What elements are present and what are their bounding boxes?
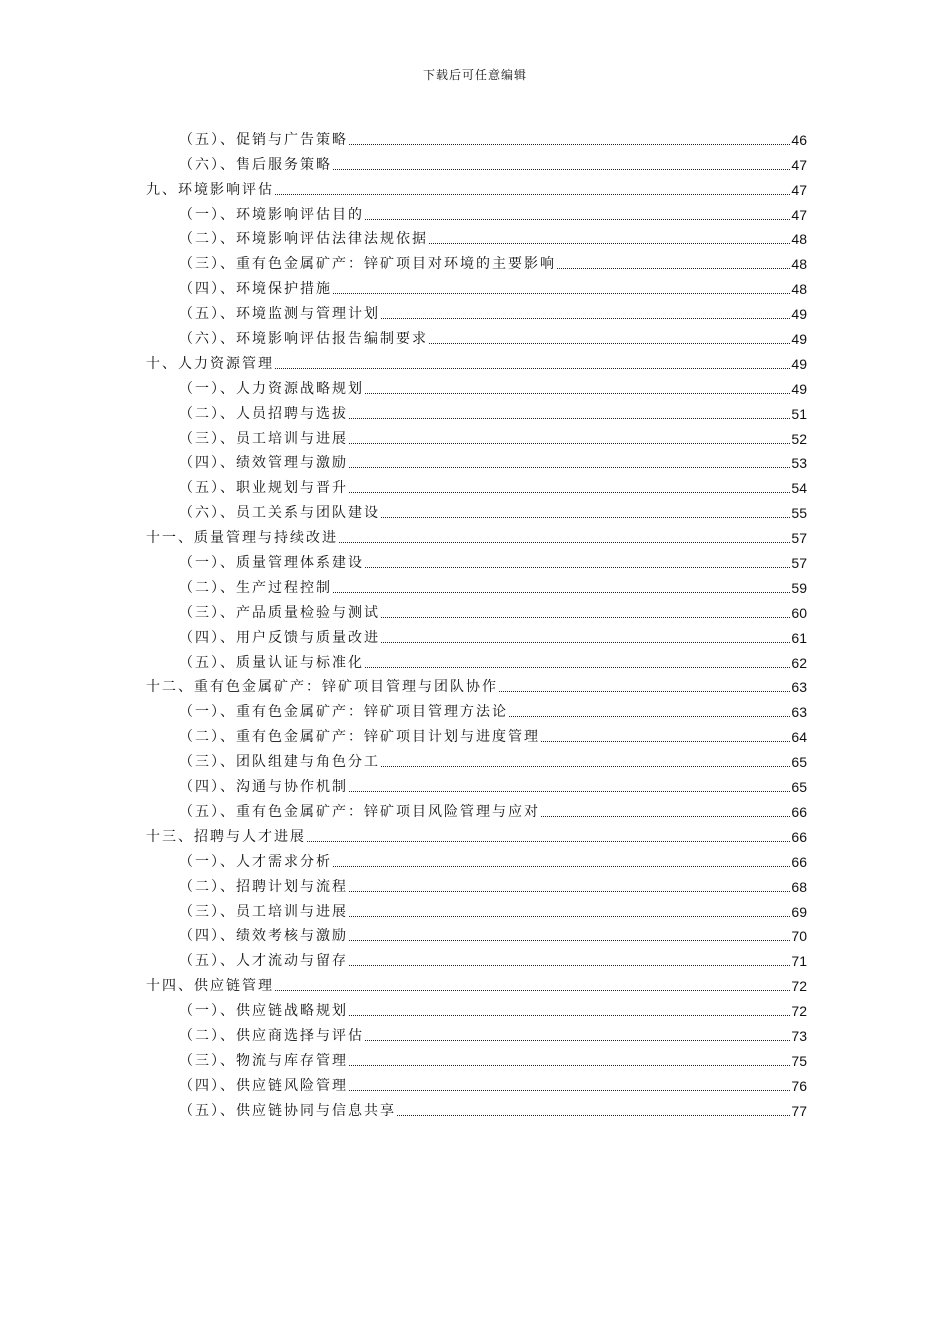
toc-entry-title: （二）、环境影响评估法律法规依据 xyxy=(179,231,428,248)
toc-page-number: 66 xyxy=(791,803,807,820)
toc-section-entry[interactable] xyxy=(146,473,807,498)
table-of-contents xyxy=(146,125,807,1121)
toc-dot-leader xyxy=(381,318,790,319)
toc-page-number: 54 xyxy=(791,480,807,497)
toc-page-number: 61 xyxy=(791,629,807,646)
toc-dot-leader xyxy=(349,1015,790,1016)
toc-entry-title: （一）、人才需求分析 xyxy=(179,853,332,870)
toc-page-number: 59 xyxy=(791,579,807,596)
toc-dot-leader xyxy=(381,642,790,643)
toc-dot-leader xyxy=(275,368,790,369)
toc-entry-title: （一）、供应链战略规划 xyxy=(179,1003,348,1020)
toc-dot-leader xyxy=(541,741,790,742)
toc-dot-leader xyxy=(365,219,790,220)
toc-page-number: 48 xyxy=(791,231,807,248)
toc-dot-leader xyxy=(349,144,790,145)
toc-entry-title: （四）、环境保护措施 xyxy=(179,281,332,298)
toc-page-number: 69 xyxy=(791,903,807,920)
toc-dot-leader xyxy=(349,940,790,941)
toc-section-entry[interactable] xyxy=(146,324,807,349)
toc-entry-title: （五）、质量认证与标准化 xyxy=(179,654,364,671)
toc-entry-title: （三）、物流与库存管理 xyxy=(179,1052,348,1069)
toc-page-number: 73 xyxy=(791,1027,807,1044)
toc-dot-leader xyxy=(365,567,790,568)
toc-page-number: 49 xyxy=(791,355,807,372)
toc-dot-leader xyxy=(349,467,790,468)
toc-section-entry[interactable] xyxy=(146,374,807,399)
toc-section-entry[interactable] xyxy=(146,648,807,673)
toc-entry-title: 十二、重有色金属矿产：锌矿项目管理与团队协作 xyxy=(146,679,498,696)
toc-section-entry[interactable] xyxy=(146,274,807,299)
toc-dot-leader xyxy=(333,592,790,593)
toc-entry-title: （四）、绩效考核与激励 xyxy=(179,928,348,945)
toc-dot-leader xyxy=(365,667,790,668)
toc-chapter-entry[interactable] xyxy=(146,673,807,698)
toc-dot-leader xyxy=(499,691,790,692)
toc-page-number: 71 xyxy=(791,953,807,970)
toc-section-entry[interactable] xyxy=(146,797,807,822)
toc-section-entry[interactable] xyxy=(146,598,807,623)
toc-entry-title: （三）、团队组建与角色分工 xyxy=(179,754,380,771)
toc-section-entry[interactable] xyxy=(146,872,807,897)
toc-section-entry[interactable] xyxy=(146,548,807,573)
toc-entry-title: （五）、职业规划与晋升 xyxy=(179,480,348,497)
toc-section-entry[interactable] xyxy=(146,573,807,598)
toc-page-number: 49 xyxy=(791,331,807,348)
toc-page-number: 48 xyxy=(791,281,807,298)
toc-entry-title: （一）、质量管理体系建设 xyxy=(179,555,364,572)
toc-section-entry[interactable] xyxy=(146,623,807,648)
toc-page-number: 49 xyxy=(791,306,807,323)
toc-page-number: 63 xyxy=(791,704,807,721)
toc-dot-leader xyxy=(429,243,790,244)
toc-page-number: 46 xyxy=(791,131,807,148)
toc-page-number: 55 xyxy=(791,505,807,522)
toc-entry-title: （六）、员工关系与团队建设 xyxy=(179,505,380,522)
toc-page-number: 65 xyxy=(791,779,807,796)
toc-section-entry[interactable] xyxy=(146,946,807,971)
toc-dot-leader xyxy=(349,1090,790,1091)
toc-page-number: 66 xyxy=(791,828,807,845)
toc-dot-leader xyxy=(275,990,790,991)
toc-chapter-entry[interactable] xyxy=(146,523,807,548)
toc-section-entry[interactable] xyxy=(146,847,807,872)
toc-entry-title: 十一、质量管理与持续改进 xyxy=(146,530,338,547)
toc-page-number: 52 xyxy=(791,430,807,447)
toc-dot-leader xyxy=(333,169,790,170)
toc-entry-title: （五）、促销与广告策略 xyxy=(179,131,348,148)
toc-section-entry[interactable] xyxy=(146,424,807,449)
toc-section-entry[interactable] xyxy=(146,996,807,1021)
toc-dot-leader xyxy=(349,791,790,792)
toc-page-number: 53 xyxy=(791,455,807,472)
toc-section-entry[interactable] xyxy=(146,722,807,747)
toc-entry-title: （六）、环境影响评估报告编制要求 xyxy=(179,331,428,348)
toc-entry-title: （三）、员工培训与进展 xyxy=(179,430,348,447)
toc-dot-leader xyxy=(339,542,790,543)
toc-dot-leader xyxy=(365,1040,790,1041)
toc-dot-leader xyxy=(349,965,790,966)
toc-section-entry[interactable] xyxy=(146,1096,807,1121)
toc-entry-title: （四）、沟通与协作机制 xyxy=(179,779,348,796)
toc-entry-title: 十、人力资源管理 xyxy=(146,355,274,372)
toc-section-entry[interactable] xyxy=(146,772,807,797)
toc-dot-leader xyxy=(307,841,790,842)
toc-page-number: 72 xyxy=(791,1003,807,1020)
toc-page-number: 76 xyxy=(791,1077,807,1094)
toc-page-number: 75 xyxy=(791,1052,807,1069)
toc-section-entry[interactable] xyxy=(146,1046,807,1071)
toc-section-entry[interactable] xyxy=(146,150,807,175)
toc-dot-leader xyxy=(333,866,790,867)
toc-chapter-entry[interactable] xyxy=(146,349,807,374)
toc-page-number: 47 xyxy=(791,181,807,198)
toc-dot-leader xyxy=(381,517,790,518)
toc-page-number: 62 xyxy=(791,654,807,671)
toc-page-number: 49 xyxy=(791,380,807,397)
toc-entry-title: （四）、用户反馈与质量改进 xyxy=(179,629,380,646)
toc-chapter-entry[interactable] xyxy=(146,971,807,996)
toc-dot-leader xyxy=(429,343,790,344)
toc-page-number: 48 xyxy=(791,256,807,273)
toc-page-number: 66 xyxy=(791,853,807,870)
toc-page-number: 57 xyxy=(791,555,807,572)
toc-section-entry[interactable] xyxy=(146,125,807,150)
toc-entry-title: （一）、人力资源战略规划 xyxy=(179,380,364,397)
toc-dot-leader xyxy=(509,716,790,717)
toc-dot-leader xyxy=(381,617,790,618)
toc-chapter-entry[interactable] xyxy=(146,175,807,200)
toc-section-entry[interactable] xyxy=(146,897,807,922)
toc-dot-leader xyxy=(349,916,790,917)
toc-entry-title: （三）、产品质量检验与测试 xyxy=(179,604,380,621)
toc-dot-leader xyxy=(349,418,790,419)
toc-entry-title: （一）、环境影响评估目的 xyxy=(179,206,364,223)
toc-entry-title: 十三、招聘与人才进展 xyxy=(146,828,306,845)
toc-page-number: 77 xyxy=(791,1102,807,1119)
toc-dot-leader xyxy=(365,393,790,394)
toc-entry-title: （五）、人才流动与留存 xyxy=(179,953,348,970)
toc-page-number: 57 xyxy=(791,530,807,547)
toc-section-entry[interactable] xyxy=(146,498,807,523)
toc-entry-title: （五）、供应链协同与信息共享 xyxy=(179,1102,396,1119)
toc-page-number: 63 xyxy=(791,679,807,696)
toc-dot-leader xyxy=(557,268,790,269)
toc-section-entry[interactable] xyxy=(146,1021,807,1046)
toc-section-entry[interactable] xyxy=(146,747,807,772)
toc-dot-leader xyxy=(349,492,790,493)
toc-section-entry[interactable] xyxy=(146,697,807,722)
toc-chapter-entry[interactable] xyxy=(146,822,807,847)
toc-entry-title: （四）、供应链风险管理 xyxy=(179,1077,348,1094)
toc-page-number: 70 xyxy=(791,928,807,945)
toc-entry-title: （二）、重有色金属矿产：锌矿项目计划与进度管理 xyxy=(179,729,540,746)
toc-section-entry[interactable] xyxy=(146,200,807,225)
toc-dot-leader xyxy=(541,816,790,817)
toc-dot-leader xyxy=(275,194,790,195)
toc-dot-leader xyxy=(349,1065,790,1066)
toc-entry-title: （二）、人员招聘与选拔 xyxy=(179,405,348,422)
toc-section-entry[interactable] xyxy=(146,399,807,424)
toc-page-number: 64 xyxy=(791,729,807,746)
toc-entry-title: （六）、售后服务策略 xyxy=(179,156,332,173)
toc-page-number: 51 xyxy=(791,405,807,422)
toc-entry-title: （三）、员工培训与进展 xyxy=(179,903,348,920)
toc-section-entry[interactable] xyxy=(146,299,807,324)
toc-page-number: 47 xyxy=(791,206,807,223)
toc-dot-leader xyxy=(381,766,790,767)
page-header: 下载后可任意编辑 xyxy=(422,68,527,82)
toc-page-number: 47 xyxy=(791,156,807,173)
toc-page-number: 60 xyxy=(791,604,807,621)
toc-section-entry[interactable] xyxy=(146,225,807,250)
toc-entry-title: （三）、重有色金属矿产：锌矿项目对环境的主要影响 xyxy=(179,256,556,273)
toc-entry-title: 十四、供应链管理 xyxy=(146,978,274,995)
toc-dot-leader xyxy=(333,293,790,294)
toc-dot-leader xyxy=(397,1115,790,1116)
toc-section-entry[interactable] xyxy=(146,449,807,474)
toc-entry-title: （一）、重有色金属矿产：锌矿项目管理方法论 xyxy=(179,704,508,721)
toc-entry-title: （二）、生产过程控制 xyxy=(179,579,332,596)
toc-entry-title: （五）、重有色金属矿产：锌矿项目风险管理与应对 xyxy=(179,803,540,820)
toc-section-entry[interactable] xyxy=(146,1071,807,1096)
toc-page-number: 72 xyxy=(791,978,807,995)
toc-page-number: 68 xyxy=(791,878,807,895)
toc-entry-title: （四）、绩效管理与激励 xyxy=(179,455,348,472)
toc-dot-leader xyxy=(349,891,790,892)
toc-section-entry[interactable] xyxy=(146,922,807,947)
toc-entry-title: （五）、环境监测与管理计划 xyxy=(179,306,380,323)
toc-section-entry[interactable] xyxy=(146,249,807,274)
toc-page-number: 65 xyxy=(791,754,807,771)
toc-entry-title: 九、环境影响评估 xyxy=(146,181,274,198)
toc-entry-title: （二）、供应商选择与评估 xyxy=(179,1027,364,1044)
toc-entry-title: （二）、招聘计划与流程 xyxy=(179,878,348,895)
toc-dot-leader xyxy=(349,443,790,444)
